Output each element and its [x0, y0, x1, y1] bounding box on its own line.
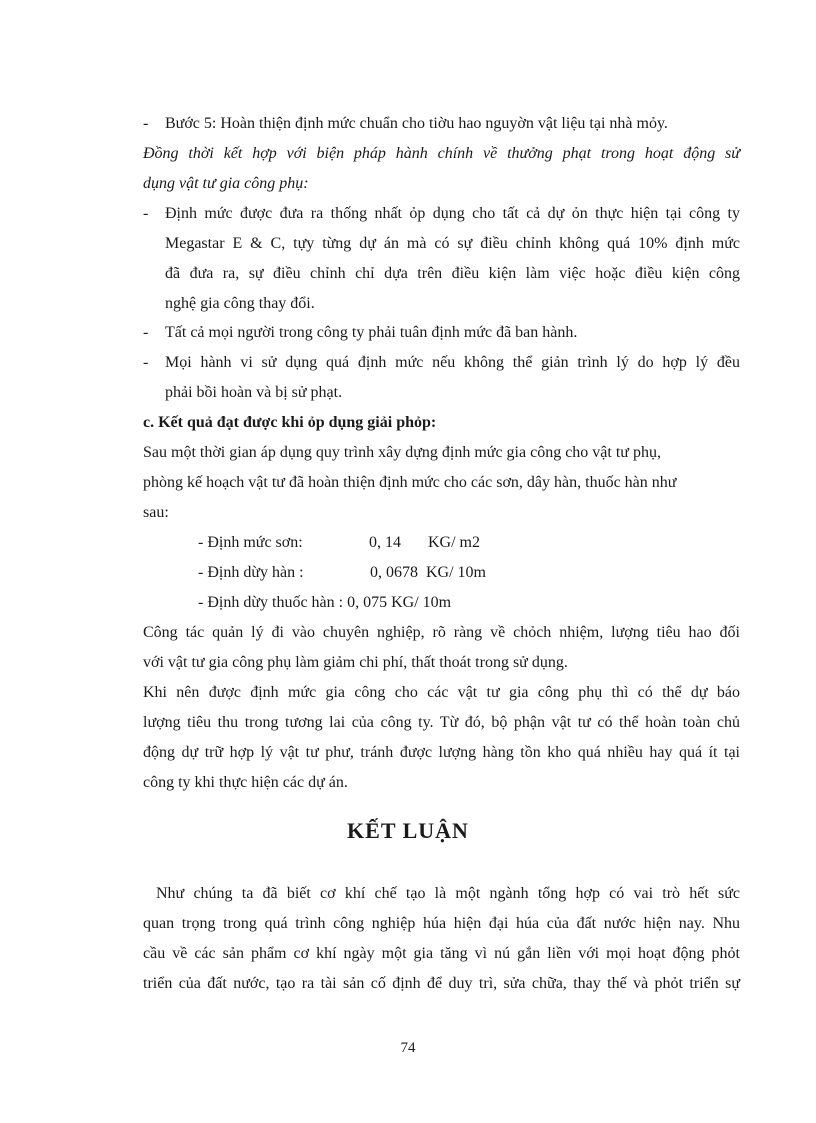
- list-dash: -: [143, 205, 149, 222]
- page-number: 74: [400, 1040, 416, 1056]
- list-dash: -: [143, 324, 149, 341]
- conclusion-title: KẾT LUẬN: [347, 818, 469, 843]
- conclusion-line-1: Như chúng ta đã biết cơ khí chế tạo là một ngành tổng hợp có vai trò hết sức: [156, 885, 740, 902]
- bullet1-line-3: đã đưa ra, sự điều chỉnh chỉ dựa trên điều kiện làm việc hoặc điều kiện công: [165, 265, 740, 282]
- bullet1-line-4: nghệ gia công thay đổi.: [165, 295, 315, 312]
- list-dash: -: [143, 115, 149, 132]
- para1-line-1: Sau một thời gian áp dụng quy trình xây dựng định mức gia công cho vật tư phụ,: [143, 444, 661, 461]
- norm-unit: KG/ 10m: [426, 564, 486, 581]
- norm-line: - Định dừy thuốc hàn : 0, 075 KG/ 10m: [198, 594, 452, 611]
- bullet1-line-1: Định mức được đưa ra thống nhất ỏp dụng cho tất cả dự ỏn thực hiện tại công ty: [165, 205, 740, 222]
- norm-value: 0, 14: [369, 534, 401, 551]
- bullet2-text: Tất cả mọi người trong công ty phải tuân định mức đã ban hành.: [165, 324, 578, 341]
- bullet1-line-2: Megastar E & C, tựy từng dự án mà có sự điều chỉnh không quá 10% định mức: [165, 235, 740, 252]
- para2-line-1: Công tác quản lý đi vào chuyên nghiệp, rõ ràng về chỏch nhiệm, lượng tiêu hao đối: [143, 624, 740, 641]
- bullet3-line-2: phải bồi hoàn và bị sử phạt.: [165, 384, 343, 401]
- admin-heading-line-2: dụng vật tư gia công phụ:: [143, 175, 309, 192]
- conclusion-line-3: cầu về các sản phẩm cơ khí ngày một gia tăng vì nú gắn liền với mọi hoạt động phỏt: [143, 945, 740, 962]
- step5-text: Bước 5: Hoàn thiện định mức chuẩn cho tiờu hao nguyờn vật liệu tại nhà mỏy.: [165, 115, 668, 132]
- admin-heading-line-1: Đồng thời kết hợp với biện pháp hành chính về thưởng phạt trong hoạt động sử: [143, 145, 740, 162]
- para1-line-2: phòng kế hoạch vật tư đã hoàn thiện định mức cho các sơn, dây hàn, thuốc hàn như: [143, 474, 677, 491]
- norm-value: 0, 0678: [370, 564, 418, 581]
- result-heading: c. Kết quả đạt được khi ỏp dụng giải phỏp:: [143, 414, 437, 431]
- para2-line-2: với vật tư gia công phụ làm giảm chi phí, thất thoát trong sử dụng.: [143, 654, 568, 671]
- norm-unit: KG/ m2: [428, 534, 480, 551]
- para3-line-4: công ty khi thực hiện các dự án.: [143, 774, 348, 791]
- norm-label: - Định mức sơn:: [198, 534, 303, 551]
- conclusion-line-2: quan trọng trong quá trình công nghiệp húa hiện đại húa của đất nước hiện nay. Nhu: [143, 915, 740, 932]
- para3-line-1: Khi nên được định mức gia công cho các vật tư gia công phụ thì có thể dự báo: [143, 684, 740, 701]
- conclusion-line-4: triển của đất nước, tạo ra tài sản cố định để duy trì, sửa chữa, thay thế và phỏt triển sự: [143, 975, 740, 992]
- list-dash: -: [143, 354, 149, 371]
- para3-line-3: động dự trữ hợp lý vật tư phư, tránh được lượng hàng tồn kho quá nhiều hay quá ít tại: [143, 744, 740, 761]
- bullet3-line-1: Mọi hành vi sử dụng quá định mức nếu không thể giản trình lý do hợp lý đều: [165, 354, 740, 371]
- norm-label: - Định dừy hàn :: [198, 564, 304, 581]
- para1-line-3: sau:: [143, 504, 169, 521]
- para3-line-2: lượng tiêu thu trong tương lai của công ty. Từ đó, bộ phận vật tư có thể hoàn toàn chủ: [143, 714, 740, 731]
